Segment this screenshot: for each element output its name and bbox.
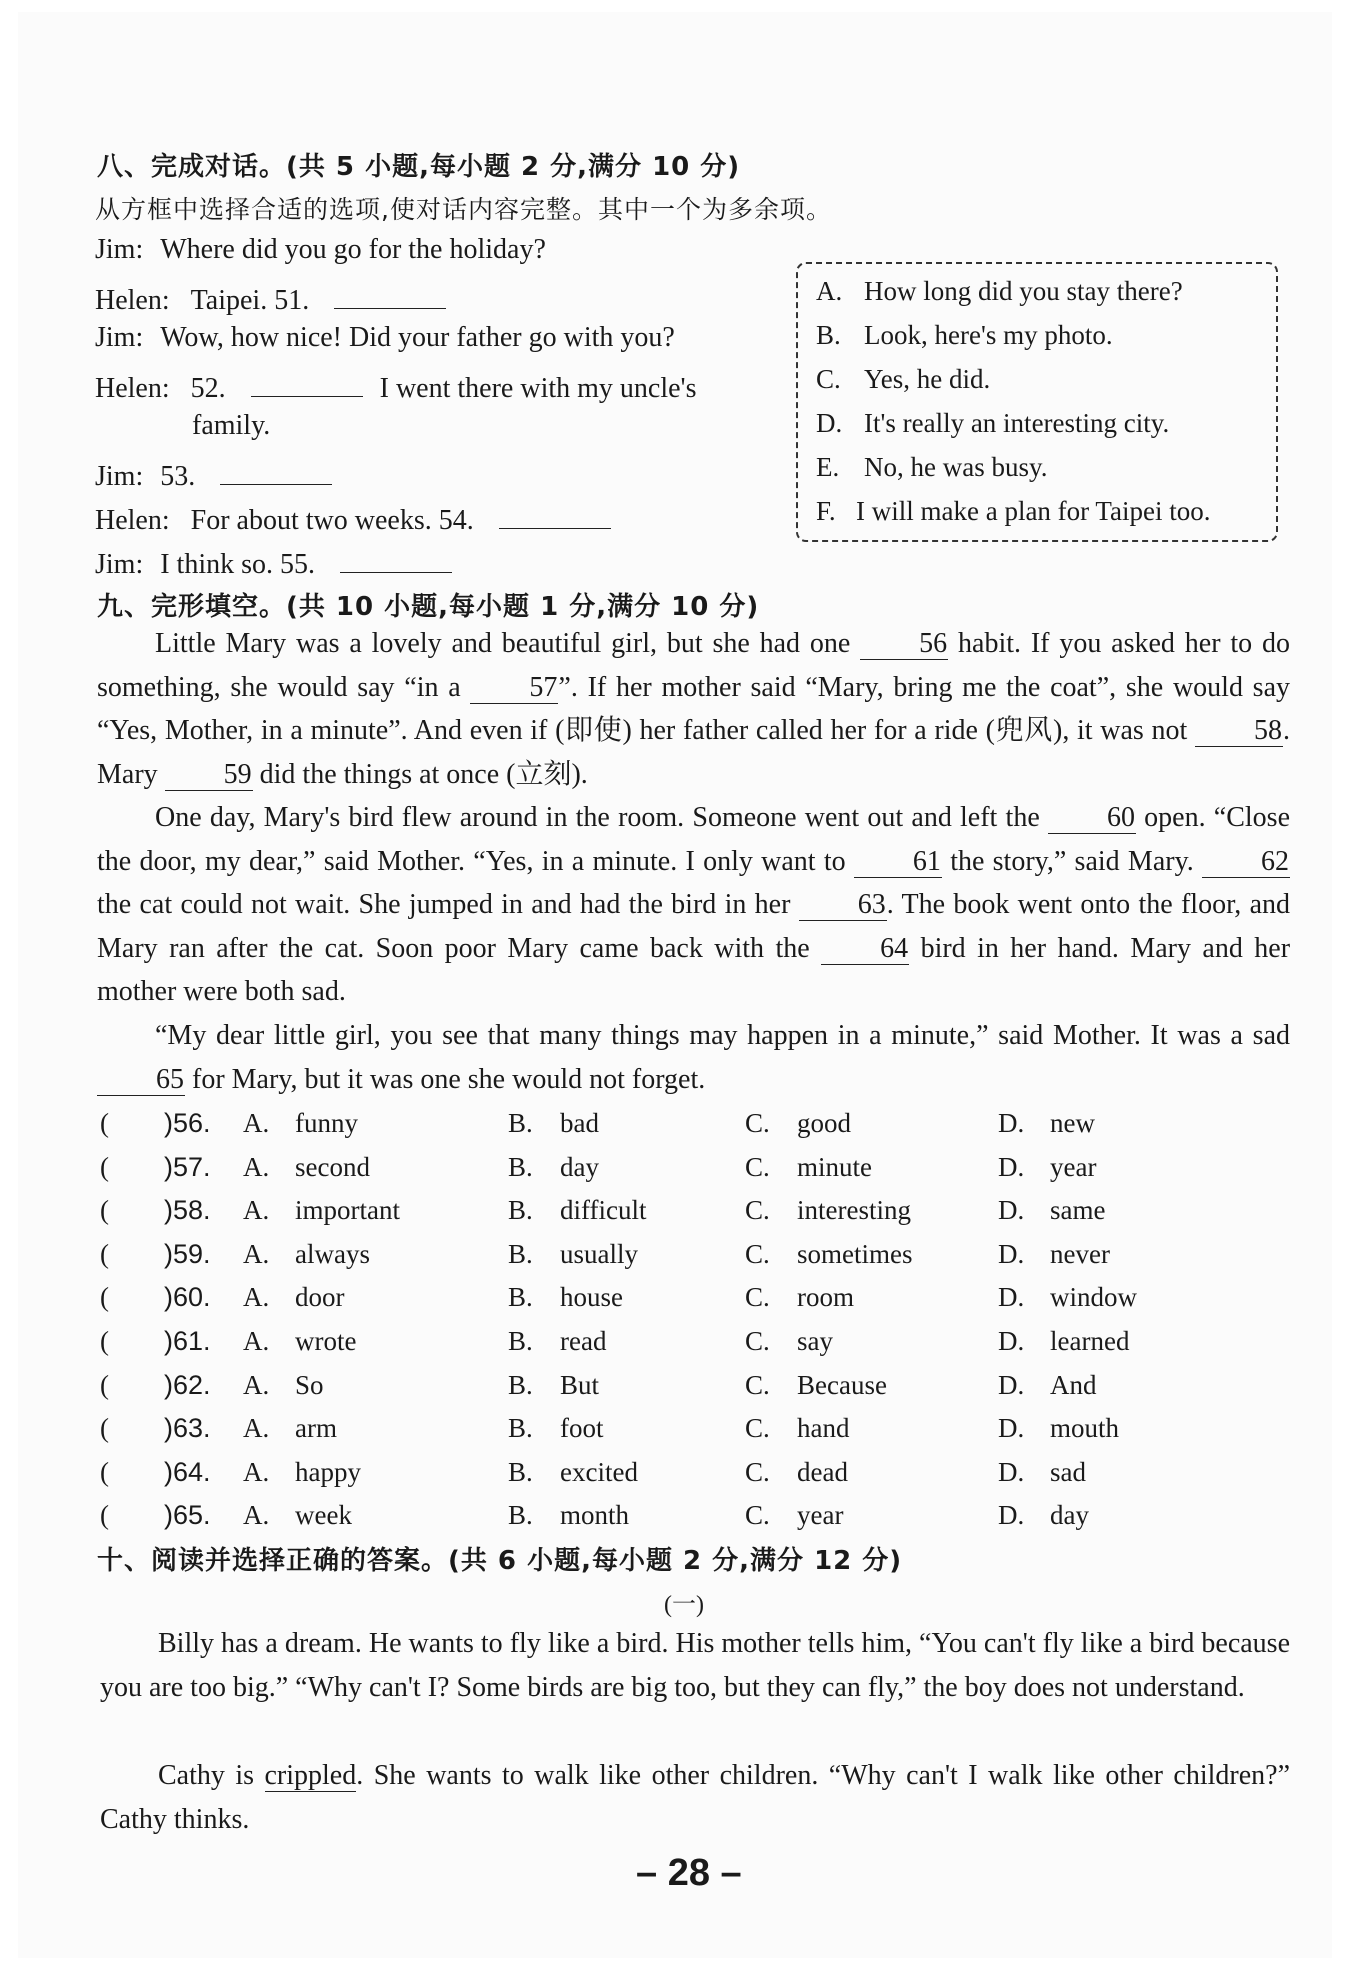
option-letter-a: A. bbox=[243, 1151, 270, 1182]
cloze-text: . Mary bbox=[97, 715, 1290, 790]
cloze-text: ”. If her mother said “Mary, bring me the coat”, she would say “Yes, Mother, in a minute”. And even if (即使) her father called her for a ride (兜风), it was not bbox=[97, 671, 1291, 747]
option-letter: E. bbox=[816, 452, 840, 482]
cloze-text: the cat could not wait. She jumped in and had the bird in her bbox=[97, 889, 791, 921]
option-letter-b: B. bbox=[508, 1282, 533, 1313]
answer-blank-52[interactable] bbox=[251, 366, 363, 397]
option-text: No, he was busy. bbox=[864, 452, 1048, 482]
option-c[interactable]: interesting bbox=[797, 1195, 911, 1226]
dialog-speaker: Helen: bbox=[95, 373, 170, 404]
option-c[interactable]: room bbox=[797, 1282, 854, 1313]
option-letter-c: C. bbox=[745, 1282, 770, 1313]
option-a[interactable]: always bbox=[295, 1238, 370, 1269]
option-a[interactable]: important bbox=[295, 1195, 400, 1226]
dialog-text: Wow, how nice! Did your father go with you? bbox=[160, 322, 675, 353]
option-letter-a: A. bbox=[243, 1369, 270, 1400]
option-d[interactable]: day bbox=[1050, 1500, 1089, 1531]
option-letter-c: C. bbox=[745, 1456, 770, 1487]
option-letter-c: C. bbox=[745, 1500, 770, 1531]
dialog-text: I think so. 55. bbox=[160, 549, 316, 580]
option-text: I will make a plan for Taipei too. bbox=[856, 496, 1211, 526]
option-letter-c: C. bbox=[745, 1151, 770, 1182]
question-number: )58. bbox=[164, 1195, 211, 1226]
cloze-blank-58[interactable]: 58 bbox=[1195, 716, 1283, 747]
reading-text: . She wants to walk like other children. “Why can't I walk like other children?” Cathy thinks. bbox=[100, 1760, 1290, 1835]
cloze-blank-56[interactable]: 56 bbox=[860, 629, 948, 660]
option-text: It's really an interesting city. bbox=[864, 408, 1170, 438]
option-b[interactable]: foot bbox=[560, 1413, 604, 1444]
answer-blank-53[interactable] bbox=[220, 454, 332, 485]
option-letter-d: D. bbox=[998, 1500, 1025, 1531]
option-letter-d: D. bbox=[998, 1326, 1025, 1356]
option-letter-c: C. bbox=[745, 1326, 770, 1356]
reading-text: Cathy is bbox=[158, 1760, 255, 1791]
option-c[interactable]: say bbox=[797, 1326, 833, 1356]
option-letter-b: B. bbox=[508, 1456, 533, 1487]
option-letter-a: A. bbox=[243, 1108, 270, 1138]
option-letter-b: B. bbox=[508, 1151, 533, 1182]
option-c[interactable]: year bbox=[797, 1500, 844, 1531]
option-b[interactable]: excited bbox=[560, 1456, 638, 1487]
dialog-text: I went there with my uncle's bbox=[379, 373, 697, 404]
cloze-text: open. “Close the door, my dear,” said Mother. “Yes, in a minute. I only want to bbox=[97, 802, 1290, 877]
cloze-paragraph-1 bbox=[97, 622, 1290, 796]
dialog-speaker: Jim: bbox=[95, 234, 144, 265]
box-option-b bbox=[816, 320, 1113, 351]
option-a[interactable]: funny bbox=[295, 1108, 358, 1138]
cloze-blank-60[interactable]: 60 bbox=[1048, 803, 1136, 834]
answer-blank-54[interactable] bbox=[499, 498, 611, 529]
cloze-text: . The book went onto the floor, and Mary ran after the cat. Soon poor Mary came back with the bbox=[97, 889, 1290, 964]
question-number: )64. bbox=[164, 1456, 211, 1487]
answer-paren[interactable]: ( bbox=[100, 1282, 109, 1313]
cloze-text: “My dear little girl, you see that many things may happen in a minute,” said Mother. It was a sad bbox=[155, 1020, 1290, 1051]
option-d[interactable]: learned bbox=[1050, 1326, 1130, 1356]
option-letter-a: A. bbox=[243, 1238, 270, 1269]
option-d[interactable]: never bbox=[1050, 1238, 1110, 1269]
option-a[interactable]: week bbox=[295, 1500, 352, 1531]
section10-title: 十、阅读并选择正确的答案。(共 6 小题,每小题 2 分,满分 12 分) bbox=[97, 1546, 903, 1576]
box-option-c bbox=[816, 364, 990, 395]
option-letter-d: D. bbox=[998, 1238, 1025, 1269]
dialog-text: 53. bbox=[160, 461, 196, 492]
option-letter-a: A. bbox=[243, 1326, 270, 1356]
option-c[interactable]: good bbox=[797, 1108, 851, 1138]
answer-paren[interactable]: ( bbox=[100, 1413, 109, 1444]
option-d[interactable]: sad bbox=[1050, 1456, 1086, 1487]
option-letter-d: D. bbox=[998, 1413, 1025, 1444]
option-a[interactable]: wrote bbox=[295, 1326, 357, 1356]
option-letter-a: A. bbox=[243, 1456, 270, 1487]
dialog-line-6 bbox=[95, 454, 332, 493]
option-letter-a: A. bbox=[243, 1500, 270, 1531]
option-a[interactable]: door bbox=[295, 1282, 345, 1313]
underlined-word: crippled bbox=[264, 1760, 357, 1791]
question-number: )57. bbox=[164, 1151, 211, 1182]
question-number: )56. bbox=[164, 1108, 211, 1138]
cloze-blank-62[interactable]: 62 bbox=[1202, 847, 1290, 878]
option-d[interactable]: new bbox=[1050, 1108, 1095, 1138]
option-letter-b: B. bbox=[508, 1238, 533, 1269]
option-letter: A. bbox=[816, 276, 843, 306]
option-text: Yes, he did. bbox=[864, 364, 991, 394]
option-letter: B. bbox=[816, 320, 841, 350]
cloze-blank-57[interactable]: 57 bbox=[470, 673, 558, 704]
option-letter-b: B. bbox=[508, 1326, 533, 1356]
option-letter-d: D. bbox=[998, 1282, 1025, 1313]
answer-paren[interactable]: ( bbox=[100, 1108, 109, 1138]
option-letter-a: A. bbox=[243, 1413, 270, 1444]
question-number: )59. bbox=[164, 1238, 211, 1269]
option-a[interactable]: arm bbox=[295, 1413, 337, 1444]
dialog-speaker: Jim: bbox=[95, 549, 144, 580]
cloze-text: bird in her hand. Mary and her mother were both sad. bbox=[97, 932, 1291, 1008]
option-a[interactable]: second bbox=[295, 1151, 370, 1182]
section9-title: 九、完形填空。(共 10 小题,每小题 1 分,满分 10 分) bbox=[97, 592, 760, 622]
option-letter-d: D. bbox=[998, 1108, 1025, 1138]
option-letter-d: D. bbox=[998, 1195, 1025, 1226]
option-b[interactable]: bad bbox=[560, 1108, 599, 1138]
option-d[interactable]: And bbox=[1050, 1369, 1097, 1400]
option-letter-b: B. bbox=[508, 1413, 533, 1444]
answer-paren[interactable]: ( bbox=[100, 1195, 109, 1226]
cloze-text: did the things at once (立刻). bbox=[259, 758, 588, 790]
option-text: Look, here's my photo. bbox=[864, 320, 1113, 350]
question-number: )65. bbox=[164, 1500, 211, 1531]
cloze-text: the story,” said Mary. bbox=[950, 845, 1194, 877]
dialog-line-1 bbox=[95, 234, 546, 266]
box-option-d bbox=[816, 408, 1169, 439]
dialog-text: Where did you go for the holiday? bbox=[160, 234, 546, 265]
dialog-line-2 bbox=[95, 278, 446, 317]
passage-number: (一) bbox=[664, 1592, 704, 1618]
answer-paren[interactable]: ( bbox=[100, 1238, 109, 1269]
section8-instruction: 从方框中选择合适的选项,使对话内容完整。其中一个为多余项。 bbox=[95, 195, 832, 224]
dialog-speaker: Helen: bbox=[95, 505, 170, 536]
box-option-f bbox=[816, 496, 1211, 527]
option-letter-b: B. bbox=[508, 1369, 533, 1400]
answer-paren[interactable]: ( bbox=[100, 1151, 109, 1182]
option-letter-b: B. bbox=[508, 1500, 533, 1531]
option-letter: D. bbox=[816, 408, 843, 438]
answer-blank-55[interactable] bbox=[340, 542, 452, 573]
answer-blank-51[interactable] bbox=[334, 278, 446, 309]
cloze-blank-64[interactable]: 64 bbox=[821, 934, 909, 965]
option-letter-d: D. bbox=[998, 1456, 1025, 1487]
cloze-text: Little Mary was a lovely and beautiful girl, but she had one bbox=[155, 628, 851, 659]
dialog-line-8 bbox=[95, 542, 452, 581]
section8-title: 八、完成对话。(共 5 小题,每小题 2 分,满分 10 分) bbox=[97, 152, 741, 182]
option-b[interactable]: usually bbox=[560, 1238, 638, 1269]
question-number: )62. bbox=[164, 1369, 211, 1400]
dialog-speaker: Helen: bbox=[95, 285, 170, 316]
option-letter-c: C. bbox=[745, 1108, 770, 1138]
dialog-line-7 bbox=[95, 498, 611, 537]
cloze-blank-59[interactable]: 59 bbox=[165, 760, 253, 791]
answer-paren[interactable]: ( bbox=[100, 1369, 109, 1400]
option-b[interactable]: difficult bbox=[560, 1195, 647, 1226]
cloze-text: for Mary, but it was one she would not forget. bbox=[192, 1063, 706, 1095]
dialog-text: 52. bbox=[190, 373, 226, 404]
cloze-text: One day, Mary's bird flew around in the room. Someone went out and left the bbox=[155, 802, 1040, 833]
dialog-line-4 bbox=[95, 366, 697, 405]
option-d[interactable]: mouth bbox=[1050, 1413, 1120, 1444]
option-letter-d: D. bbox=[998, 1151, 1025, 1182]
option-letter-c: C. bbox=[745, 1238, 770, 1269]
option-letter-c: C. bbox=[745, 1413, 770, 1444]
option-letter-c: C. bbox=[745, 1369, 770, 1400]
option-letter: C. bbox=[816, 364, 841, 394]
box-option-e bbox=[816, 452, 1047, 483]
option-letter-d: D. bbox=[998, 1369, 1025, 1400]
dialog-line-5: family. bbox=[192, 410, 271, 441]
question-number: )60. bbox=[164, 1282, 211, 1313]
option-letter-c: C. bbox=[745, 1195, 770, 1226]
option-c[interactable]: sometimes bbox=[797, 1238, 913, 1269]
page-number: – 28 – bbox=[636, 1852, 742, 1894]
option-a[interactable]: So bbox=[295, 1369, 324, 1400]
cloze-text: habit. If you asked her to do something, she would say “in a bbox=[97, 628, 1290, 703]
cloze-paragraph-2 bbox=[97, 796, 1290, 1014]
dialog-text: For about two weeks. 54. bbox=[190, 505, 474, 536]
dialog-speaker: Jim: bbox=[95, 461, 144, 492]
answer-paren[interactable]: ( bbox=[100, 1500, 109, 1531]
option-b[interactable]: house bbox=[560, 1282, 623, 1313]
reading-paragraph-2 bbox=[100, 1754, 1290, 1841]
option-d[interactable]: window bbox=[1050, 1282, 1137, 1313]
answer-paren[interactable]: ( bbox=[100, 1326, 109, 1356]
box-option-a bbox=[816, 276, 1183, 307]
dialog-speaker: Jim: bbox=[95, 322, 144, 353]
cloze-blank-65[interactable]: 65 bbox=[97, 1065, 185, 1096]
option-letter-b: B. bbox=[508, 1195, 533, 1226]
option-letter-a: A. bbox=[243, 1282, 270, 1313]
option-b[interactable]: month bbox=[560, 1500, 630, 1531]
option-b[interactable]: But bbox=[560, 1369, 600, 1400]
option-b[interactable]: day bbox=[560, 1151, 599, 1182]
question-number: )63. bbox=[164, 1413, 211, 1444]
option-d[interactable]: same bbox=[1050, 1195, 1106, 1226]
option-b[interactable]: read bbox=[560, 1326, 607, 1356]
question-number: )61. bbox=[164, 1326, 211, 1356]
cloze-paragraph-3 bbox=[97, 1014, 1290, 1101]
dialog-text: Taipei. 51. bbox=[190, 285, 310, 316]
option-c[interactable]: hand bbox=[797, 1413, 850, 1444]
option-a[interactable]: happy bbox=[295, 1456, 361, 1487]
options-box bbox=[796, 262, 1278, 542]
option-c[interactable]: Because bbox=[797, 1369, 887, 1400]
option-text: How long did you stay there? bbox=[864, 276, 1183, 306]
reading-paragraph-1: Billy has a dream. He wants to fly like a bird. His mother tells him, “You can't fly like a bird because you are too big.” “Why can't I? Some birds are big too, but they can fly,” the boy does not understand. bbox=[100, 1628, 1290, 1703]
option-letter-a: A. bbox=[243, 1195, 270, 1226]
option-d[interactable]: year bbox=[1050, 1151, 1097, 1182]
cloze-blank-63[interactable]: 63 bbox=[799, 890, 887, 921]
option-c[interactable]: dead bbox=[797, 1456, 848, 1487]
option-c[interactable]: minute bbox=[797, 1151, 872, 1182]
dialog-line-3 bbox=[95, 322, 675, 354]
cloze-blank-61[interactable]: 61 bbox=[854, 847, 942, 878]
option-letter: F. bbox=[816, 496, 836, 526]
answer-paren[interactable]: ( bbox=[100, 1456, 109, 1487]
option-letter-b: B. bbox=[508, 1108, 533, 1138]
